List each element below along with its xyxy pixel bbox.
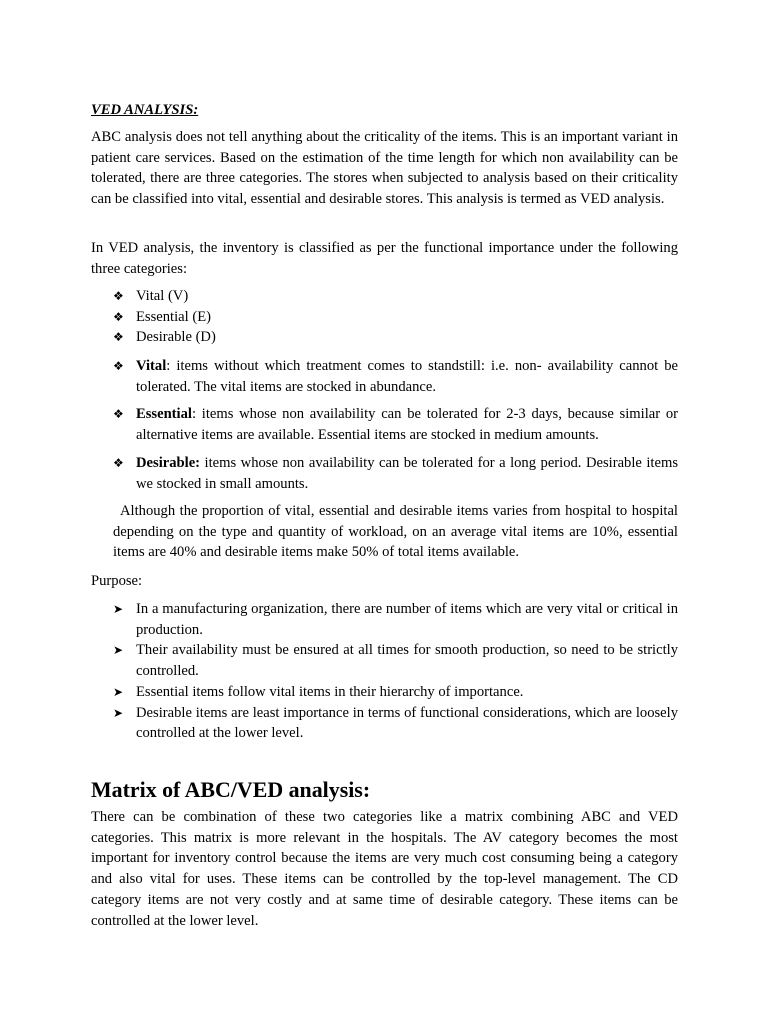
purpose-text: In a manufacturing organization, there are number of items which are very vital or critical in production.	[136, 601, 678, 638]
category-list	[113, 286, 678, 348]
classification-paragraph: In VED analysis, the inventory is classified as per the functional importance under the following three categories:	[91, 240, 678, 277]
purpose-list	[113, 599, 678, 744]
intro-paragraph: ABC analysis does not tell anything about the criticality of the items. This is an important variant in patient care services. Based on the estimation of the time length for which non availability can be tolerated, there are three categories. The stores when subjected to analysis based on their criticality can be classified into vital, essential and desirable stores. This analysis is termed as VED analysis.	[91, 129, 678, 208]
matrix-paragraph: There can be combination of these two categories like a matrix combining ABC and VED categories. This matrix is more relevant in the hospitals. The AV category becomes the most important for inventory control because the items are very much cost consuming being a category and also vital for uses. These items can be controlled by the top-level management. The CD category items are not very costly and at same time of desirable category. These items can be controlled at the lower level.	[91, 809, 678, 929]
list-item	[113, 640, 678, 681]
list-item	[113, 682, 678, 703]
diamond-bullet-icon: ❖	[113, 455, 124, 470]
section-heading: VED ANALYSIS:	[91, 102, 199, 118]
list-item	[113, 286, 678, 307]
diamond-bullet-icon: ❖	[113, 309, 124, 324]
arrow-bullet-icon: ➤	[113, 602, 124, 616]
diamond-bullet-icon: ❖	[113, 359, 124, 373]
category-label: Desirable (D)	[136, 329, 216, 346]
purpose-text: Essential items follow vital items in their hierarchy of importance.	[136, 683, 524, 700]
category-label: Essential (E)	[136, 308, 211, 325]
list-item	[113, 703, 678, 744]
list-item	[113, 307, 678, 328]
arrow-bullet-icon: ➤	[113, 684, 124, 699]
list-item	[113, 599, 678, 640]
definition-term: Essential	[136, 406, 192, 423]
proportion-paragraph: Although the proportion of vital, essential and desirable items varies from hospital to hospital depending on the type and quantity of workload, on an average vital items are 10%, essential items are 40% and desirable items make 50% of total items available.	[113, 503, 678, 561]
definition-text: items whose non availability can be tolerated for a long period. Desirable items we stocked in small amounts.	[136, 454, 678, 492]
definition-separator: :	[191, 406, 197, 423]
diamond-bullet-icon: ❖	[113, 289, 124, 303]
category-label: Vital (V)	[136, 288, 189, 304]
definition-text: items without which treatment comes to standstill: i.e. non- availability cannot be tolerated. The vital items are stocked in abundance.	[136, 358, 678, 395]
definition-list	[113, 356, 678, 501]
purpose-text: Their availability must be ensured at all times for smooth production, so need to be strictly controlled.	[136, 642, 678, 680]
definition-text: items whose non availability can be tolerated for 2-3 days, because similar or alternative items are available. Essential items are stocked in medium amounts.	[136, 406, 678, 444]
arrow-bullet-icon: ➤	[113, 643, 124, 658]
list-item	[113, 327, 678, 348]
definition-term: Desirable:	[136, 454, 201, 471]
definition-separator: :	[166, 358, 171, 374]
matrix-heading: Matrix of ABC/VED analysis:	[91, 777, 371, 802]
diamond-bullet-icon: ❖	[113, 407, 124, 422]
definition-item-desirable	[113, 453, 678, 494]
purpose-label: Purpose:	[91, 573, 143, 589]
arrow-bullet-icon: ➤	[113, 705, 124, 720]
purpose-text: Desirable items are least importance in terms of functional considerations, which are loosely controlled at the lower level.	[136, 704, 678, 742]
definition-item-vital	[113, 356, 678, 397]
definition-item-essential	[113, 404, 678, 445]
diamond-bullet-icon: ❖	[113, 330, 124, 345]
definition-term: Vital	[136, 358, 167, 374]
